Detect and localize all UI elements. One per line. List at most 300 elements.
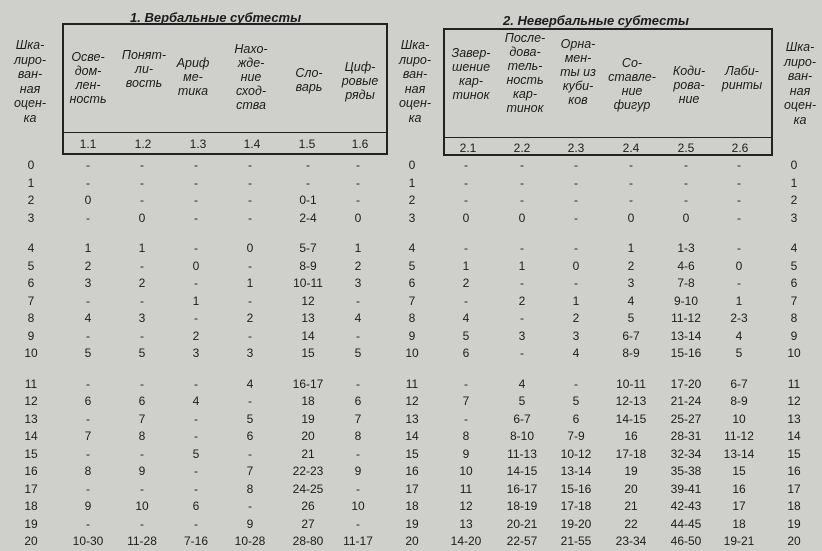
subtest-code-1-3: 1.3 <box>189 137 207 151</box>
score-cell: 9 <box>84 499 92 513</box>
score-cell: 0-1 <box>299 193 317 207</box>
subtest-code-2-3: 2.3 <box>567 141 585 155</box>
score-cell: 10-11 <box>616 376 646 391</box>
scale-value-cell: 9 <box>27 328 35 343</box>
scale-value-cell: 20 <box>405 534 419 548</box>
score-cell: 8 <box>138 429 146 443</box>
score-cell: - <box>86 158 90 172</box>
score-cell: 0 <box>192 258 200 273</box>
score-cell: 8 <box>246 481 254 496</box>
scale-value-cell: 14 <box>405 429 419 443</box>
scale-column-middle <box>386 157 438 551</box>
nonverbal-group-title: 2. Невербальные субтесты <box>503 13 689 28</box>
score-cell: - <box>86 411 90 426</box>
score-cell: 19-20 <box>560 516 592 531</box>
score-cell: 6 <box>462 346 470 360</box>
score-cell: 0 <box>572 258 580 273</box>
score-cell: 0 <box>138 210 146 225</box>
score-cell: - <box>574 276 578 290</box>
score-cell: 32-34 <box>670 446 702 461</box>
score-cell: 1 <box>84 241 92 255</box>
score-cell: 0 <box>735 258 743 273</box>
score-cell: 10-30 <box>72 534 104 548</box>
scale-value-cell: 19 <box>787 516 801 531</box>
scale-value-cell: 17 <box>24 481 38 496</box>
score-cell: 10 <box>351 499 365 513</box>
score-cell: 20 <box>301 429 315 443</box>
score-cell: - <box>140 158 144 172</box>
score-cell: 15-16 <box>560 481 592 496</box>
score-cell: 9 <box>462 446 470 461</box>
score-cell: 7-16 <box>183 534 209 548</box>
score-cell: 0 <box>84 193 92 207</box>
column-1-3 <box>168 157 224 551</box>
score-cell: - <box>248 158 252 172</box>
scale-value-cell: 3 <box>408 210 416 225</box>
column-1-2 <box>114 157 170 551</box>
score-cell: - <box>520 175 524 190</box>
score-cell: 21 <box>624 499 638 513</box>
score-cell: 2 <box>138 276 146 290</box>
score-cell: 6 <box>84 394 92 408</box>
score-cell: - <box>737 175 741 190</box>
score-cell: 0 <box>682 210 690 225</box>
subtest-header-2-3: Орна- мен- ты из куби- ков <box>560 37 596 107</box>
score-cell: 7-8 <box>677 276 695 290</box>
scale-value-cell: 6 <box>408 276 416 290</box>
score-cell: 5 <box>627 311 635 325</box>
score-cell: - <box>629 193 633 207</box>
score-cell: 18 <box>732 516 746 531</box>
column-1-1 <box>60 157 116 551</box>
score-cell: 3 <box>627 276 635 290</box>
score-cell: - <box>86 516 90 531</box>
scale-value-cell: 11 <box>787 376 801 391</box>
score-cell: 1 <box>518 258 526 273</box>
score-cell: 0 <box>354 210 362 225</box>
score-cell: 2 <box>84 258 92 273</box>
score-cell: 6 <box>354 394 362 408</box>
subtest-header-1-6: Циф- ровые ряды <box>341 60 379 102</box>
scale-value-cell: 0 <box>790 158 798 172</box>
score-cell: 14 <box>301 328 315 343</box>
scale-header-right: Шка- лиро- ван- ная оцен- ка <box>783 40 817 127</box>
score-cell: 13-14 <box>560 464 592 478</box>
nonverbal-code-divider <box>445 137 771 138</box>
score-cell: 14-15 <box>615 411 647 426</box>
score-cell: - <box>248 446 252 461</box>
score-cell: 8 <box>354 429 362 443</box>
score-cell: - <box>356 193 360 207</box>
score-cell: - <box>629 175 633 190</box>
score-cell: 10-11 <box>293 276 323 290</box>
score-cell: 5 <box>84 346 92 360</box>
scale-value-cell: 7 <box>27 293 35 308</box>
score-cell: 17 <box>732 499 746 513</box>
score-cell: 10 <box>732 411 746 426</box>
scale-value-cell: 14 <box>24 429 38 443</box>
score-cell: - <box>194 429 198 443</box>
score-cell: 13-14 <box>670 328 702 343</box>
column-2-5 <box>658 157 714 551</box>
score-cell: - <box>248 258 252 273</box>
score-cell: 17-20 <box>670 376 702 391</box>
score-cell: - <box>140 175 144 190</box>
score-cell: 16-17 <box>292 376 324 391</box>
scale-value-cell: 19 <box>405 516 419 531</box>
scale-value-cell: 6 <box>790 276 798 290</box>
score-cell: 5-7 <box>299 241 317 255</box>
score-cell: 2 <box>354 258 362 273</box>
score-cell: 14-15 <box>506 464 538 478</box>
column-1-6 <box>330 157 386 551</box>
score-cell: - <box>194 481 198 496</box>
subtest-header-2-2: После- дова- тель- ность кар- тинок <box>504 31 546 115</box>
scale-value-cell: 15 <box>24 446 38 461</box>
subtest-code-2-4: 2.4 <box>622 141 640 155</box>
score-cell: 2 <box>192 328 200 343</box>
score-cell: - <box>464 175 468 190</box>
score-cell: - <box>194 175 198 190</box>
score-cell: 15 <box>732 464 746 478</box>
score-cell: - <box>464 376 468 391</box>
scale-header-middle: Шка- лиро- ван- ная оцен- ка <box>398 38 432 125</box>
scale-value-cell: 1 <box>790 175 798 190</box>
score-cell: - <box>194 376 198 391</box>
score-cell: 20 <box>624 481 638 496</box>
score-cell: - <box>306 175 310 190</box>
score-cell: 4 <box>518 376 526 391</box>
score-cell: - <box>248 193 252 207</box>
score-cell: 5 <box>354 346 362 360</box>
score-cell: 1 <box>735 293 743 308</box>
scale-value-cell: 19 <box>24 516 38 531</box>
score-cell: 8 <box>462 429 470 443</box>
score-cell: - <box>520 311 524 325</box>
scale-value-cell: 13 <box>405 411 419 426</box>
score-cell: 8-9 <box>299 258 317 273</box>
score-cell: 2 <box>462 276 470 290</box>
scale-value-cell: 18 <box>787 499 801 513</box>
score-cell: - <box>194 276 198 290</box>
scale-value-cell: 4 <box>27 241 35 255</box>
scale-value-cell: 3 <box>27 210 35 225</box>
subtest-code-1-6: 1.6 <box>351 137 369 151</box>
score-cell: 22-23 <box>292 464 324 478</box>
score-cell: 4 <box>462 311 470 325</box>
subtest-code-2-5: 2.5 <box>677 141 695 155</box>
score-cell: 18-19 <box>506 499 538 513</box>
score-cell: - <box>684 158 688 172</box>
score-cell: - <box>737 276 741 290</box>
score-cell: 12 <box>301 293 315 308</box>
scale-value-cell: 4 <box>790 241 798 255</box>
score-cell: - <box>574 241 578 255</box>
score-cell: 4 <box>84 311 92 325</box>
score-cell: 27 <box>301 516 315 531</box>
column-2-4 <box>603 157 659 551</box>
scale-value-cell: 12 <box>787 394 801 408</box>
scale-value-cell: 1 <box>27 175 35 190</box>
score-cell: 2 <box>246 311 254 325</box>
score-cell: 26 <box>301 499 315 513</box>
score-cell: 0 <box>518 210 526 225</box>
score-cell: 1 <box>354 241 362 255</box>
score-cell: - <box>574 158 578 172</box>
score-cell: 7 <box>462 394 470 408</box>
score-cell: 10 <box>459 464 473 478</box>
scale-header-left: Шка- лиро- ван- ная оцен- ка <box>13 38 47 125</box>
score-cell: 3 <box>354 276 362 290</box>
score-cell: 16 <box>624 429 638 443</box>
scale-value-cell: 16 <box>787 464 801 478</box>
scale-value-cell: 0 <box>408 158 416 172</box>
verbal-group-title: 1. Вербальные субтесты <box>130 10 302 25</box>
score-cell: 24-25 <box>292 481 324 496</box>
score-cell: 1 <box>246 276 254 290</box>
score-cell: 13 <box>301 311 315 325</box>
score-cell: 21 <box>301 446 315 461</box>
scale-value-cell: 20 <box>787 534 801 548</box>
scale-value-cell: 10 <box>405 346 419 360</box>
scale-value-cell: 12 <box>405 394 419 408</box>
scale-value-cell: 4 <box>408 241 416 255</box>
score-cell: 9 <box>138 464 146 478</box>
column-2-3 <box>548 157 604 551</box>
score-cell: - <box>356 376 360 391</box>
column-1-4 <box>222 157 278 551</box>
score-cell: 19 <box>624 464 638 478</box>
score-cell: 6-7 <box>730 376 748 391</box>
score-cell: - <box>356 293 360 308</box>
score-cell: 8-9 <box>622 346 640 360</box>
subtest-code-1-2: 1.2 <box>134 137 152 151</box>
score-cell: - <box>520 276 524 290</box>
scale-value-cell: 5 <box>27 258 35 273</box>
score-cell: 4 <box>354 311 362 325</box>
subtest-code-1-1: 1.1 <box>79 137 97 151</box>
score-cell: - <box>140 258 144 273</box>
score-cell: - <box>737 241 741 255</box>
score-cell: 21-24 <box>670 394 702 408</box>
score-cell: 4 <box>246 376 254 391</box>
score-cell: - <box>737 193 741 207</box>
score-cell: 11-17 <box>343 534 373 548</box>
score-cell: 10-28 <box>234 534 266 548</box>
column-1-5 <box>280 157 336 551</box>
score-cell: 4 <box>192 394 200 408</box>
score-cell: 7-9 <box>567 429 585 443</box>
score-cell: - <box>86 376 90 391</box>
score-cell: - <box>737 158 741 172</box>
score-cell: 1 <box>192 293 200 308</box>
score-cell: - <box>356 516 360 531</box>
score-cell: 11-12 <box>671 311 701 325</box>
score-cell: 11-28 <box>127 534 157 548</box>
score-cell: 6 <box>246 429 254 443</box>
score-cell: - <box>86 481 90 496</box>
score-cell: 5 <box>518 394 526 408</box>
score-cell: - <box>574 175 578 190</box>
score-cell: 35-38 <box>670 464 702 478</box>
score-cell: - <box>194 193 198 207</box>
score-cell: 1 <box>138 241 146 255</box>
score-cell: 5 <box>462 328 470 343</box>
score-cell: - <box>520 193 524 207</box>
score-cell: 6-7 <box>622 328 640 343</box>
scale-value-cell: 10 <box>787 346 801 360</box>
score-cell: 23-34 <box>615 534 647 548</box>
score-cell: - <box>464 411 468 426</box>
scale-value-cell: 3 <box>790 210 798 225</box>
score-cell: 19-21 <box>723 534 755 548</box>
score-cell: 4 <box>627 293 635 308</box>
scale-value-cell: 7 <box>790 293 798 308</box>
scale-value-cell: 2 <box>408 193 416 207</box>
score-cell: 7 <box>84 429 92 443</box>
score-cell: - <box>356 175 360 190</box>
score-cell: - <box>464 193 468 207</box>
subtest-header-1-1: Осве- дом- лен- ность <box>69 50 107 106</box>
score-cell: 13 <box>459 516 473 531</box>
score-cell: - <box>140 328 144 343</box>
score-cell: 1 <box>572 293 580 308</box>
subtest-code-2-1: 2.1 <box>459 141 477 155</box>
scale-value-cell: 7 <box>408 293 416 308</box>
score-cell: - <box>574 210 578 225</box>
scale-value-cell: 18 <box>405 499 419 513</box>
score-cell: - <box>306 158 310 172</box>
score-cell: 11 <box>459 481 473 496</box>
score-cell: 3 <box>572 328 580 343</box>
score-cell: 10 <box>135 499 149 513</box>
score-cell: 9 <box>354 464 362 478</box>
score-cell: - <box>356 328 360 343</box>
score-cell: - <box>356 481 360 496</box>
score-cell: 1-3 <box>677 241 695 255</box>
score-cell: 3 <box>84 276 92 290</box>
scale-value-cell: 20 <box>24 534 38 548</box>
score-cell: 46-50 <box>670 534 702 548</box>
score-cell: - <box>737 210 741 225</box>
score-cell: 8-10 <box>509 429 535 443</box>
score-cell: 5 <box>192 446 200 461</box>
score-cell: 0 <box>246 241 254 255</box>
score-cell: - <box>248 394 252 408</box>
score-cell: 19 <box>301 411 315 426</box>
scale-value-cell: 15 <box>405 446 419 461</box>
scale-value-cell: 5 <box>790 258 798 273</box>
scale-value-cell: 17 <box>405 481 419 496</box>
score-cell: 21-55 <box>560 534 592 548</box>
score-cell: - <box>194 210 198 225</box>
score-cell: 2 <box>518 293 526 308</box>
score-cell: - <box>520 241 524 255</box>
score-cell: - <box>520 346 524 360</box>
scale-value-cell: 16 <box>24 464 38 478</box>
score-cell: 1 <box>627 241 635 255</box>
score-cell: 9-10 <box>673 293 699 308</box>
score-cell: 22-57 <box>506 534 538 548</box>
score-cell: 2-3 <box>730 311 748 325</box>
column-2-6 <box>711 157 767 551</box>
scale-value-cell: 14 <box>787 429 801 443</box>
score-cell: 25-27 <box>670 411 702 426</box>
scale-value-cell: 5 <box>408 258 416 273</box>
score-cell: - <box>464 158 468 172</box>
score-cell: 15-16 <box>670 346 702 360</box>
score-cell: 11-12 <box>724 429 754 443</box>
subtest-header-1-5: Сло- варь <box>295 66 323 94</box>
score-cell: - <box>86 175 90 190</box>
score-cell: - <box>194 241 198 255</box>
score-cell: 39-41 <box>670 481 702 496</box>
subtest-code-1-4: 1.4 <box>243 137 261 151</box>
score-cell: - <box>248 499 252 513</box>
scale-value-cell: 2 <box>27 193 35 207</box>
score-cell: 2 <box>627 258 635 273</box>
score-cell: - <box>86 210 90 225</box>
score-cell: - <box>140 446 144 461</box>
score-cell: - <box>194 411 198 426</box>
scale-value-cell: 13 <box>24 411 38 426</box>
scale-value-cell: 16 <box>405 464 419 478</box>
score-cell: 9 <box>246 516 254 531</box>
score-cell: - <box>520 158 524 172</box>
score-cell: 22 <box>624 516 638 531</box>
scale-value-cell: 11 <box>405 376 419 391</box>
subtest-header-2-6: Лаби- ринты <box>721 64 763 92</box>
column-2-1 <box>440 157 492 551</box>
scale-value-cell: 8 <box>27 311 35 325</box>
scale-value-cell: 12 <box>24 394 38 408</box>
scale-value-cell: 2 <box>790 193 798 207</box>
score-cell: - <box>140 481 144 496</box>
score-cell: 6 <box>192 499 200 513</box>
score-cell: 11-13 <box>507 446 537 461</box>
score-cell: 6 <box>572 411 580 426</box>
subtest-header-1-4: Нахо- жде- ние сход- ства <box>234 42 268 112</box>
score-cell: - <box>140 293 144 308</box>
score-cell: - <box>684 193 688 207</box>
score-cell: 7 <box>246 464 254 478</box>
score-cell: 42-43 <box>670 499 702 513</box>
score-cell: 44-45 <box>670 516 702 531</box>
score-cell: - <box>574 193 578 207</box>
score-cell: - <box>248 328 252 343</box>
score-cell: 2-4 <box>299 210 317 225</box>
score-cell: 28-31 <box>670 429 702 443</box>
score-cell: 7 <box>138 411 146 426</box>
scale-value-cell: 17 <box>787 481 801 496</box>
scale-value-cell: 9 <box>790 328 798 343</box>
score-cell: 8 <box>84 464 92 478</box>
score-cell: 18 <box>301 394 315 408</box>
score-cell: 14-20 <box>450 534 482 548</box>
score-cell: - <box>86 328 90 343</box>
score-cell: - <box>86 446 90 461</box>
score-cell: 16-17 <box>506 481 538 496</box>
scale-value-cell: 6 <box>27 276 35 290</box>
score-cell: - <box>140 376 144 391</box>
score-cell: - <box>356 158 360 172</box>
scale-value-cell: 13 <box>787 411 801 426</box>
column-2-2 <box>494 157 550 551</box>
score-cell: - <box>248 175 252 190</box>
score-cell: 2 <box>572 311 580 325</box>
score-cell: 3 <box>518 328 526 343</box>
score-cell: - <box>464 241 468 255</box>
